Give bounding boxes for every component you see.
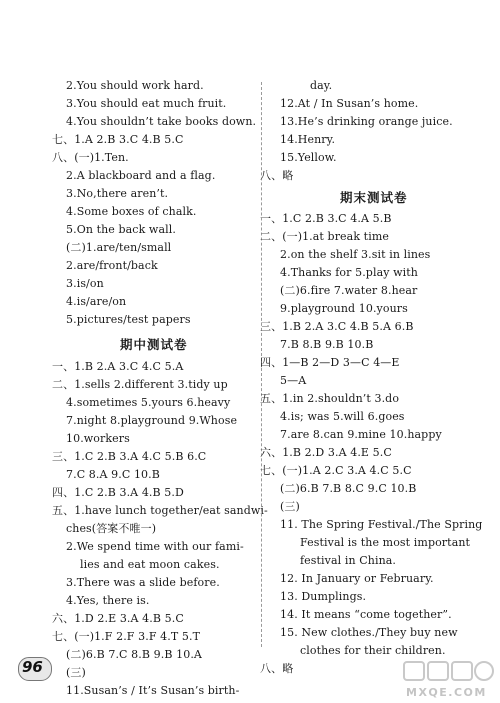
answer-line: 七、1.A 2.B 3.C 4.B 5.C [52,133,184,146]
answer-line: 四、1—B 2—D 3—C 4—E [260,356,400,369]
midterm-heading: 期中测试卷 [120,337,188,352]
answer-line: 14. It means “come together”. [280,608,452,621]
answer-line: 2.We spend time with our fami- [66,540,244,553]
answer-line: 2.You should work hard. [66,79,204,92]
answer-line: 3.You should eat much fruit. [66,97,227,110]
answer-line: 二、1.sells 2.different 3.tidy up [52,378,228,391]
answer-line: 六、1.B 2.D 3.A 4.E 5.C [260,446,392,459]
answer-line: 12. In January or February. [280,572,434,585]
answer-line: 10.workers [66,432,130,445]
answer-line: 5.pictures/test papers [66,313,191,326]
answer-line: 13.He’s drinking orange juice. [280,115,453,128]
answer-line: 五、1.in 2.shouldn’t 3.do [260,392,400,405]
answer-line: 7.B 8.B 9.B 10.B [280,338,374,351]
answer-line: 7.night 8.playground 9.Whose [66,414,238,427]
answer-line: (三) [66,666,86,679]
answer-line: (二)1.are/ten/small [66,241,172,254]
answer-line: festival in China. [300,554,397,567]
answer-line: 七、(一)1.A 2.C 3.A 4.C 5.C [260,464,412,477]
answer-line: 三、1.C 2.B 3.A 4.C 5.B 6.C [52,450,207,463]
final-exam-heading: 期末测试卷 [340,190,408,205]
answer-line: 15. New clothes./They buy new [280,626,458,639]
answer-line: 5—A [280,374,307,387]
answer-line: 4.Some boxes of chalk. [66,205,197,218]
answer-line: 三、1.B 2.A 3.C 4.B 5.A 6.B [260,320,414,333]
answer-line: (二)6.fire 7.water 8.hear [280,284,418,297]
page-number: 96 [22,658,43,676]
answer-line: 3.There was a slide before. [66,576,220,589]
answer-line: 一、1.C 2.B 3.C 4.A 5.B [260,212,392,225]
answer-line: 13. Dumplings. [280,590,367,603]
answer-line: 五、1.have lunch together/eat sandwi- [52,504,268,517]
answer-line: 八、(一)1.Ten. [52,151,129,164]
answer-line: 2.on the shelf 3.sit in lines [280,248,431,261]
answer-line: (三) [280,500,300,513]
answer-line: 2.A blackboard and a flag. [66,169,216,182]
answer-line: clothes for their children. [300,644,446,657]
answer-line: 14.Henry. [280,133,336,146]
answer-line: 7.C 8.A 9.C 10.B [66,468,160,481]
answer-line: 4.sometimes 5.yours 6.heavy [66,396,231,409]
svg-text:MXQE.COM: MXQE.COM [406,686,487,699]
answer-line: 4.Yes, there is. [66,594,150,607]
answer-line: 11. The Spring Festival./The Spring [280,518,483,531]
answer-line: 六、1.D 2.E 3.A 4.B 5.C [52,612,184,625]
answer-line: ches(答案不唯一) [66,522,157,535]
answer-line: 7.are 8.can 9.mine 10.happy [280,428,442,441]
answer-line: 4.is; was 5.will 6.goes [280,410,405,423]
answer-line: 5.On the back wall. [66,223,176,236]
answer-line: 一、1.B 2.A 3.C 4.C 5.A [52,360,184,373]
answer-line: 二、(一)1.at break time [260,230,389,243]
watermark-logo [400,660,496,700]
answer-line: (二)6.B 7.B 8.C 9.C 10.B [280,482,417,495]
answer-line: 4.You shouldn’t take books down. [66,115,257,128]
answer-line: 3.is/on [66,277,104,290]
answer-line: 八、略 [260,169,294,182]
page-number-badge [18,655,52,681]
answer-line: 11.Susan’s / It’s Susan’s birth- [66,684,240,697]
answer-line: 2.are/front/back [66,259,158,272]
answer-line: 4.is/are/on [66,295,127,308]
answer-line: 12.At / In Susan’s home. [280,97,419,110]
answer-line: 4.Thanks for 5.play with [280,266,418,279]
answer-line: 3.No,there aren’t. [66,187,169,200]
answer-line: Festival is the most important [300,536,471,549]
answer-line: 八、略 [260,662,294,675]
answer-line: 9.playground 10.yours [280,302,408,315]
answer-line: day. [310,79,333,92]
answer-line: 七、(一)1.F 2.F 3.F 4.T 5.T [52,630,201,643]
answer-line: 四、1.C 2.B 3.A 4.B 5.D [52,486,184,499]
answer-line: lies and eat moon cakes. [80,558,220,571]
answer-line: (二)6.B 7.C 8.B 9.B 10.A [66,648,202,661]
answer-line: 15.Yellow. [280,151,337,164]
